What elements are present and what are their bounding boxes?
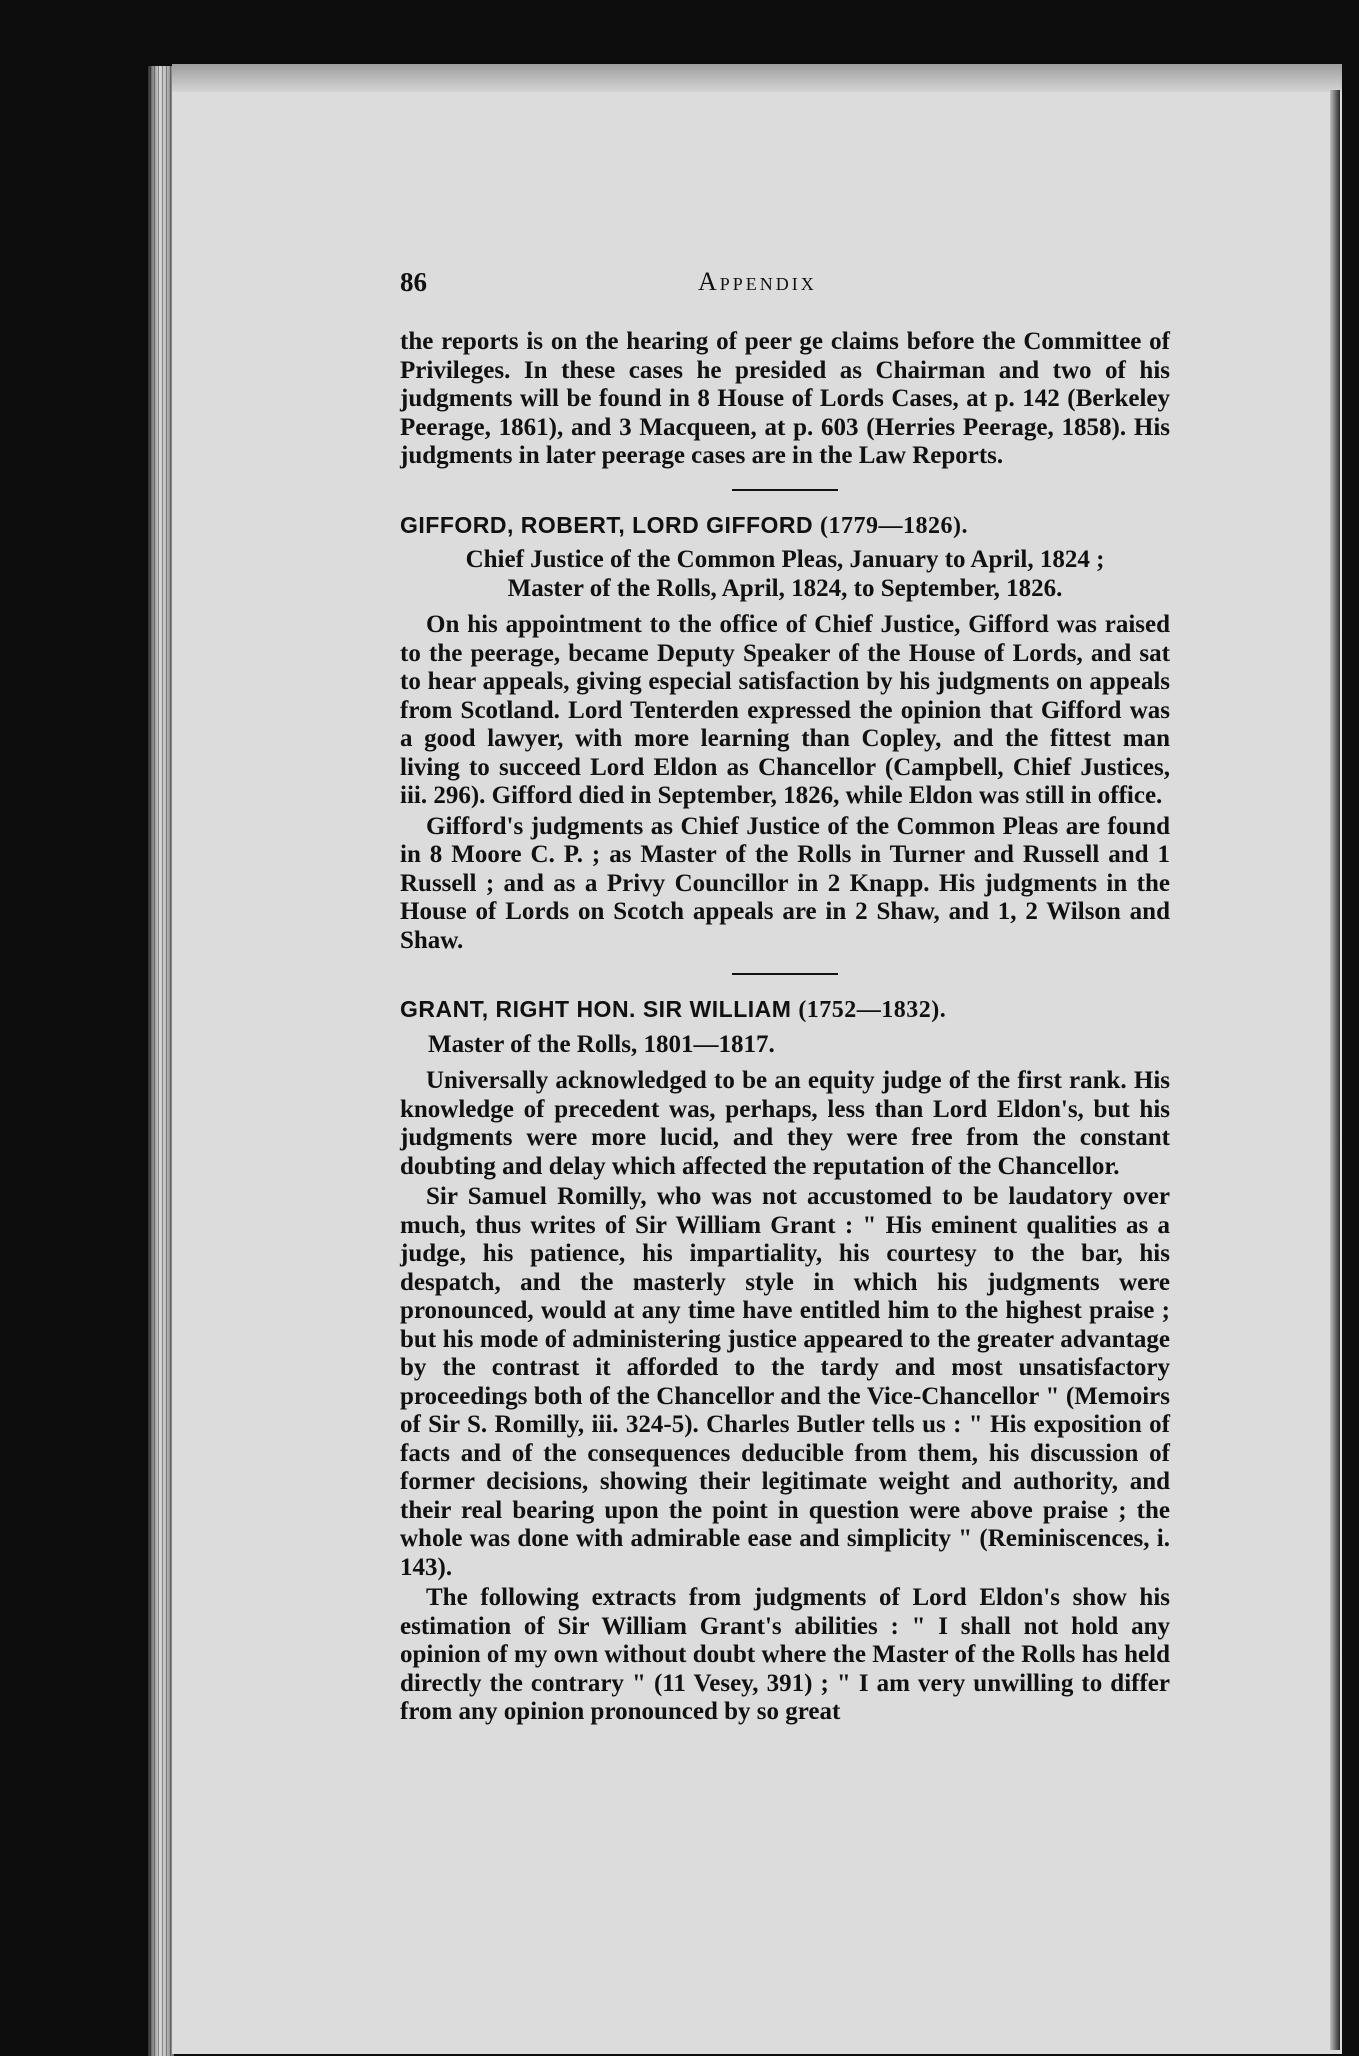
gifford-paragraph-2: Gifford's judgments as Chief Justice of the Common Pleas are found in 8 Moore C. P. ; as Master of the Rolls in Turner and Russell and 1 Russell ; and as a Privy Councillor in 2 Knapp. His judgments in the House of Lords on Scotch appeals are in 2 Shaw, and 1, 2 Wilson and Shaw. (400, 812, 1170, 954)
entry-dates: (1752—1832). (798, 997, 947, 1023)
book-edge-lines (150, 66, 172, 2056)
entry-name: GIFFORD, ROBERT, LORD GIFFORD (400, 511, 814, 538)
running-head: Appendix (698, 267, 817, 296)
intro-paragraph: the reports is on the hearing of peer ge claims before the Committee of Privileges. In these cases he presided as Chairman and two of his judgments will be found in 8 House of Lords Cases, at p. 142 (Berkeley Peerage, 1861), and 3 Macqueen, at p. 603 (Herries Peerage, 1858). His judgments in later peerage cases are in the Law Reports. (400, 328, 1170, 469)
entry-name: GRANT, RIGHT HON. SIR WILLIAM (400, 996, 792, 1022)
office-line: Chief Justice of the Common Pleas, January to April, 1824 ; (465, 546, 1105, 573)
gifford-paragraph-1: On his appointment to the office of Chief Justice, Gifford was raised to the peerage, became Deputy Speaker of the House of Lords, and sat to hear appeals, giving especial satisfaction by his judgments on appeals from Scotland. Lord Tenterden expressed the opinion that Gifford was a good lawyer, with more learning than Copley, and the fittest man living to succeed Lord Eldon as Chancellor (Campbell, Chief Justices, iii. 296). Gifford died in September, 1826, while Eldon was still in office. (400, 611, 1170, 809)
entry-offices-gifford (400, 546, 1170, 603)
office-line: Master of the Rolls, 1801—1817. (428, 1030, 775, 1058)
entry-offices-grant (400, 1031, 1170, 1060)
page-content (400, 268, 1170, 1727)
section-divider (732, 973, 838, 975)
grant-paragraph-1: Universally acknowledged to be an equity judge of the first rank. His knowledge of precedent was, perhaps, less than Lord Eldon's, but his judgments were more lucid, and they were free from the constant doubting and delay which affected the reputation of the Chancellor. (400, 1067, 1170, 1180)
office-line: Master of the Rolls, April, 1824, to September, 1826. (507, 574, 1063, 602)
section-divider (732, 489, 838, 491)
entry-heading-grant (400, 995, 1170, 1025)
page-top-band (172, 64, 1342, 92)
grant-paragraph-2: Sir Samuel Romilly, who was not accustomed to be laudatory over much, thus writes of Sir William Grant : " His eminent qualities as a judge, his patience, his impartiality, his courtesy to the bar, his despatch, and the masterly style in which his judgments were pronounced, would at any time have entitled him to the highest praise ; but his mode of administering justice appeared to the greater advantage by the contrast it afforded to the tardy and most unsatisfactory proceedings both of the Chancellor and the Vice-Chancellor " (Memoirs of Sir S. Romilly, iii. 324-5). Charles Butler tells us : " His exposition of facts and of the consequences deducible from them, his discussion of former decisions, showing their legitimate weight and authority, and their real bearing upon the point in question were above praise ; the whole was done with admirable ease and simplicity " (Reminiscences, i. 143). (400, 1183, 1170, 1581)
entry-heading-gifford (400, 511, 1170, 541)
entry-dates: (1779—1826). (820, 512, 969, 539)
page-right-edge (1330, 90, 1340, 2050)
page-header (400, 268, 1170, 298)
page-number: 86 (400, 267, 427, 297)
grant-paragraph-3: The following extracts from judgments of Lord Eldon's show his estimation of Sir William Grant's abilities : " I shall not hold any opinion of my own without doubt where the Master of the Rolls has held directly the contrary " (11 Vesey, 391) ; " I am very unwilling to differ from any opinion pronounced by so great (400, 1584, 1170, 1725)
